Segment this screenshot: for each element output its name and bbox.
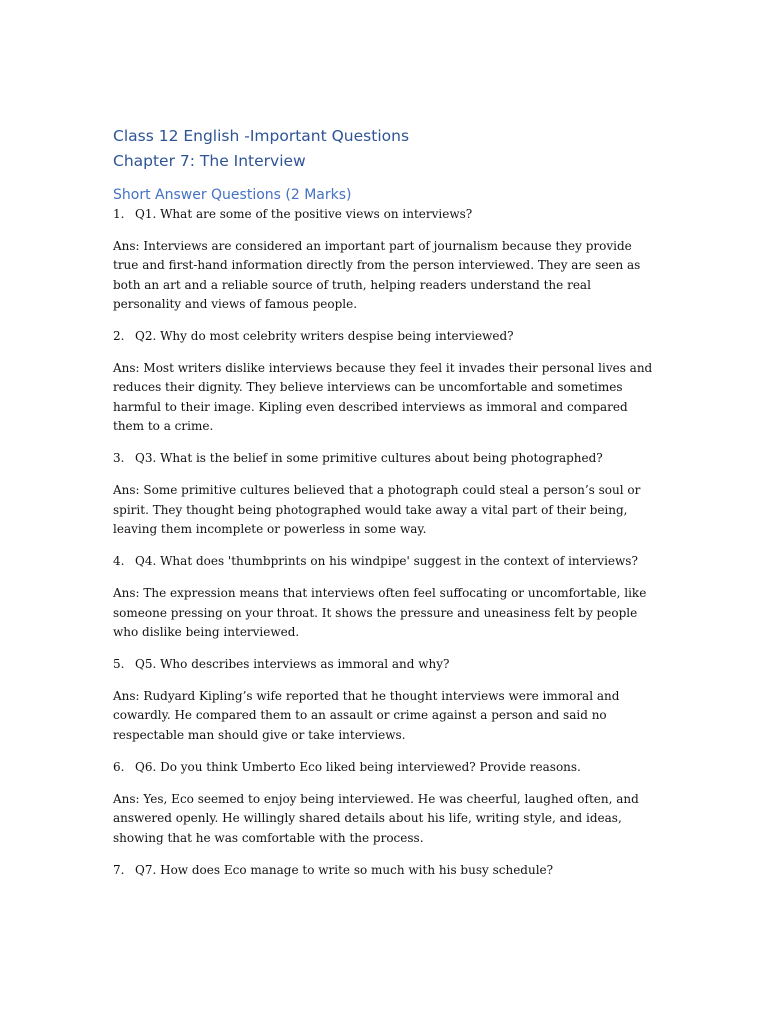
answer-5: Ans: Rudyard Kipling’s wife reported that he thought interviews were immoral and cowardly. He compared them to an assault or crime against a person and said no respectable man should give or take interviews. <box>113 689 620 742</box>
question-text: Q6. Do you think Umberto Eco liked being interviewed? Provide reasons. <box>135 760 581 775</box>
question-number: 2. <box>113 329 125 344</box>
answer-1: Ans: Interviews are considered an important part of journalism because they provide true and first-hand information directly from the person interviewed. They are seen as both an art and a reliable source of truth, helping readers understand the real personality and views of famous people. <box>113 239 641 311</box>
document-title-line1: Class 12 English -Important Questions <box>113 127 410 145</box>
question-number: 7. <box>113 862 125 877</box>
question-text: Q2. Why do most celebrity writers despise being interviewed? <box>135 329 514 344</box>
question-text: Q4. What does 'thumbprints on his windpipe' suggest in the context of interviews? <box>135 554 638 569</box>
question-5 <box>113 655 658 674</box>
section-heading: Short Answer Questions (2 Marks) <box>113 187 352 203</box>
question-text: Q7. How does Eco manage to write so much with his busy schedule? <box>135 862 554 877</box>
question-2 <box>113 327 658 346</box>
document-page <box>113 124 658 880</box>
answer-6: Ans: Yes, Eco seemed to enjoy being interviewed. He was cheerful, laughed often, and answered openly. He willingly shared details about his life, writing style, and ideas, showing that he was comfortable with the process. <box>113 792 639 845</box>
question-number: 6. <box>113 760 125 775</box>
answer-4: Ans: The expression means that interviews often feel suffocating or uncomfortable, like someone pressing on your throat. It shows the pressure and uneasiness felt by people who dislike being interviewed. <box>113 586 647 639</box>
answer-2: Ans: Most writers dislike interviews because they feel it invades their personal lives and reduces their dignity. They believe interviews can be uncomfortable and sometimes harmful to their image. Kipling even described interviews as immoral and compared them to a crime. <box>113 361 653 434</box>
document-title-line2: Chapter 7: The Interview <box>113 152 306 170</box>
question-text: Q1. What are some of the positive views on interviews? <box>135 207 473 221</box>
question-4 <box>113 552 658 571</box>
question-text: Q3. What is the belief in some primitive cultures about being photographed? <box>135 451 603 466</box>
question-number: 1. <box>113 207 125 221</box>
question-1 <box>113 205 658 224</box>
question-number: 5. <box>113 657 125 672</box>
question-number: 4. <box>113 554 125 569</box>
question-text: Q5. Who describes interviews as immoral and why? <box>135 657 450 672</box>
question-number: 3. <box>113 451 125 466</box>
question-6 <box>113 758 658 777</box>
question-7 <box>113 861 658 880</box>
answer-3: Ans: Some primitive cultures believed that a photograph could steal a person’s soul or spirit. They thought being photographed would take away a vital part of their being, leaving them incomplete or powerless in some way. <box>113 483 641 536</box>
question-3 <box>113 449 658 468</box>
